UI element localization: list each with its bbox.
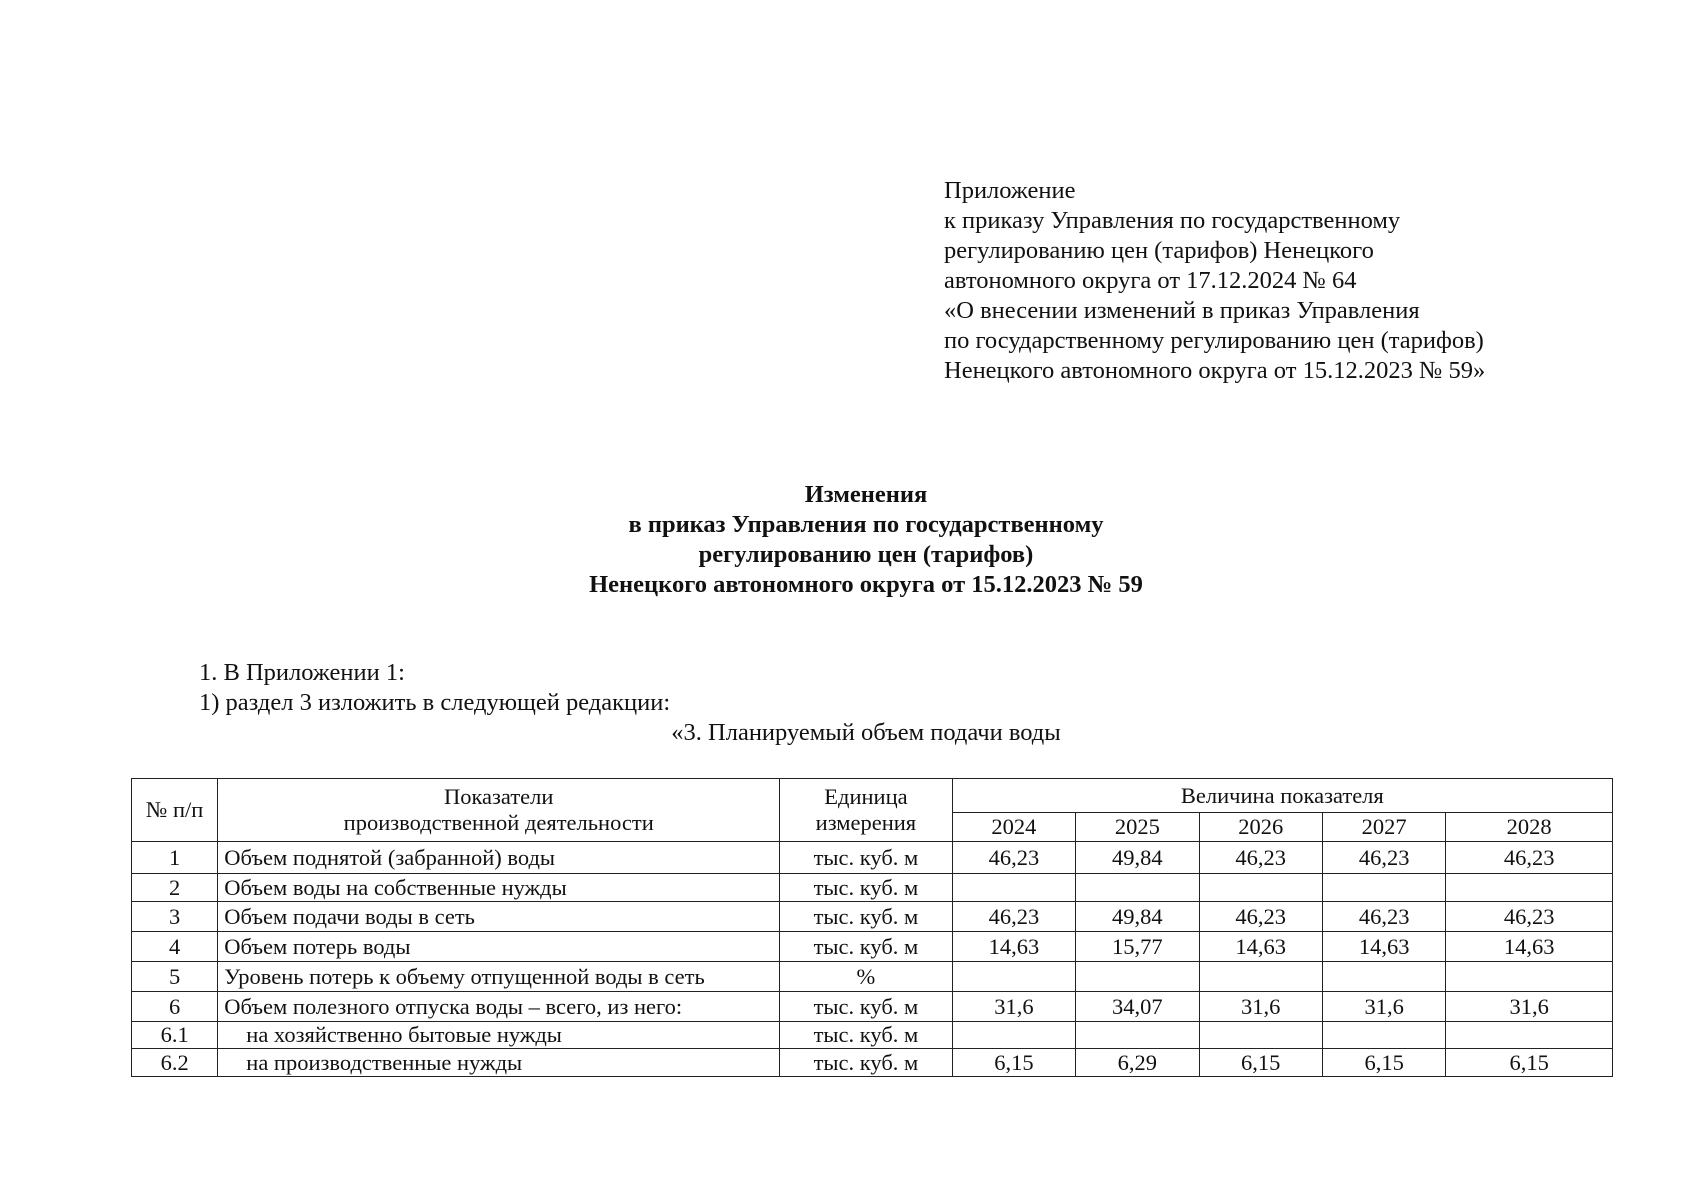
row-unit: тыс. куб. м [780,1049,953,1077]
row-value [1446,1022,1613,1049]
row-unit: тыс. куб. м [780,992,953,1022]
appendix-line: Приложение [944,177,1076,204]
row-value [1446,962,1613,992]
header-year: 2026 [1199,813,1322,842]
row-unit: тыс. куб. м [780,902,953,932]
header-year: 2028 [1446,813,1613,842]
row-value: 46,23 [952,842,1075,874]
row-unit: тыс. куб. м [780,874,953,902]
header-year: 2027 [1322,813,1445,842]
row-value: 46,23 [952,902,1075,932]
row-value: 31,6 [1322,992,1445,1022]
table-row [132,992,1613,1022]
heading-line: в приказ Управления по государственному [628,511,1104,538]
row-unit: % [780,962,953,992]
row-value [952,1022,1075,1049]
appendix-line: регулированию цен (тарифов) Ненецкого [944,237,1374,264]
heading-line: регулированию цен (тарифов) [698,541,1034,568]
table-row [132,842,1613,874]
row-num: 2 [132,874,218,902]
appendix-line: Ненецкого автономного округа от 15.12.2023 № 59» [944,357,1486,384]
row-name: Объем потерь воды [218,932,780,962]
row-value: 46,23 [1322,842,1445,874]
header-unit-line: измерения [815,810,917,835]
document-heading [0,480,1698,600]
row-value: 46,23 [1199,842,1322,874]
row-value: 31,6 [1446,992,1613,1022]
row-value: 34,07 [1076,992,1199,1022]
paragraph-appendix-ref: 1. В Приложении 1: [199,659,405,686]
header-indicator-line: Показатели [443,784,554,809]
row-value: 6,15 [952,1049,1075,1077]
header-unit-line: Единица [824,784,908,809]
header-indicator [218,779,780,842]
row-value: 46,23 [1446,842,1613,874]
row-value: 46,23 [1446,902,1613,932]
appendix-line: автономного округа от 17.12.2024 № 64 [944,267,1357,294]
row-value [1199,1022,1322,1049]
row-num: 6.2 [132,1049,218,1077]
row-num: 5 [132,962,218,992]
row-value: 46,23 [1199,902,1322,932]
header-year: 2024 [952,813,1075,842]
header-value: Величина показателя [952,779,1612,813]
row-value: 14,63 [1446,932,1613,962]
table-row [132,874,1613,902]
paragraph-edit-instruction: 1) раздел 3 изложить в следующей редакции: [199,689,671,716]
appendix-block [944,176,1584,386]
row-value: 46,23 [1322,902,1445,932]
row-value: 14,63 [1199,932,1322,962]
row-name: на хозяйственно бытовые нужды [218,1022,780,1049]
row-value: 31,6 [952,992,1075,1022]
row-value: 49,84 [1076,842,1199,874]
row-num: 3 [132,902,218,932]
row-value [1322,962,1445,992]
row-unit: тыс. куб. м [780,1022,953,1049]
heading-line: Ненецкого автономного округа от 15.12.2023 № 59 [589,571,1143,598]
heading-line: Изменения [804,481,928,508]
header-num: № п/п [132,779,218,842]
row-value: 49,84 [1076,902,1199,932]
appendix-line: к приказу Управления по государственному [944,207,1401,234]
section-title: «3. Планируемый объем подачи воды [671,719,1061,746]
row-name: Объем воды на собственные нужды [218,874,780,902]
row-value [1322,874,1445,902]
header-unit [780,779,953,842]
row-value [1076,1022,1199,1049]
row-value [952,962,1075,992]
row-value [1199,962,1322,992]
row-value [1446,874,1613,902]
row-value: 6,15 [1322,1049,1445,1077]
appendix-line: по государственному регулированию цен (тарифов) [944,327,1484,354]
table-row [132,902,1613,932]
header-year: 2025 [1076,813,1199,842]
table-row [132,1049,1613,1077]
row-num: 1 [132,842,218,874]
row-unit: тыс. куб. м [780,842,953,874]
row-name: на производственные нужды [218,1049,780,1077]
row-value: 15,77 [1076,932,1199,962]
row-num: 6.1 [132,1022,218,1049]
table-header-row [132,779,1613,813]
row-value: 6,15 [1199,1049,1322,1077]
row-name: Уровень потерь к объему отпущенной воды в сеть [218,962,780,992]
row-unit: тыс. куб. м [780,932,953,962]
row-name: Объем полезного отпуска воды – всего, из него: [218,992,780,1022]
row-value [1322,1022,1445,1049]
indicators-table [131,778,1613,1077]
row-value [952,874,1075,902]
row-value: 14,63 [952,932,1075,962]
row-value [1076,962,1199,992]
row-num: 4 [132,932,218,962]
row-name: Объем подачи воды в сеть [218,902,780,932]
table-row [132,932,1613,962]
row-name: Объем поднятой (забранной) воды [218,842,780,874]
row-value: 6,29 [1076,1049,1199,1077]
row-value: 14,63 [1322,932,1445,962]
appendix-line: «О внесении изменений в приказ Управления [944,297,1420,324]
table-row [132,1022,1613,1049]
row-value: 6,15 [1446,1049,1613,1077]
row-value [1199,874,1322,902]
table-row [132,962,1613,992]
row-value: 31,6 [1199,992,1322,1022]
row-value [1076,874,1199,902]
header-indicator-line: производственной деятельности [343,810,654,835]
row-num: 6 [132,992,218,1022]
